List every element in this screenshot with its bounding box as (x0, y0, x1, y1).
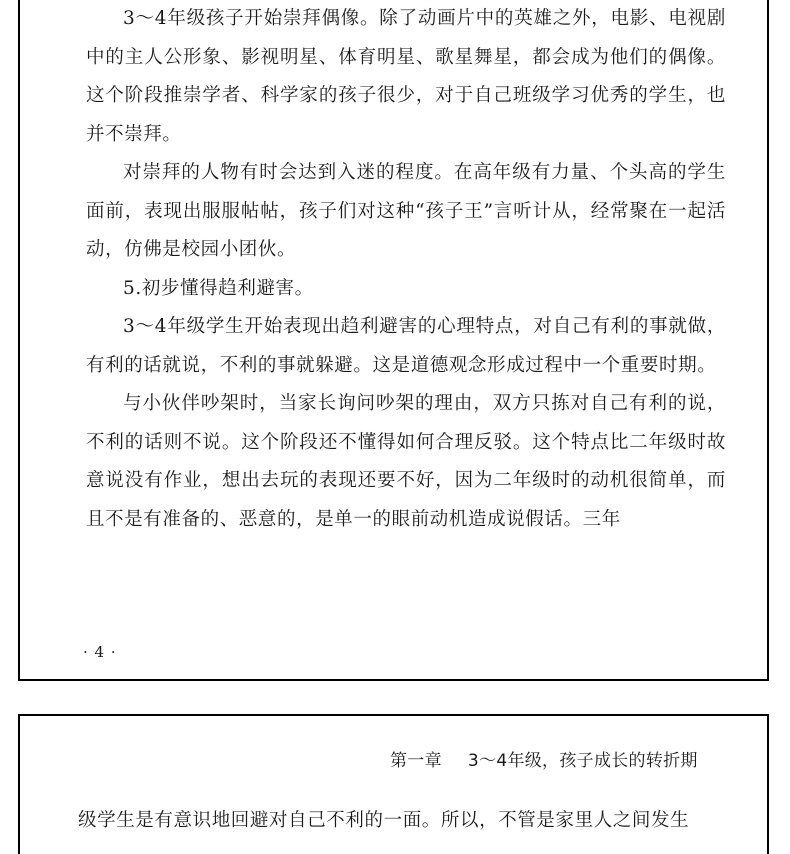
paragraph: 与小伙伴吵架时，当家长询问吵架的理由，双方只拣对自己有利的说，不利的话则不说。这个阶段还不懂得如何合理反驳。这个特点比二年级时故意说没有作业，想出去玩的表现还要不好，因为二年级时的动机很简单，而且不是有准备的、恶意的，是单一的眼前动机造成说假话。三年 (86, 393, 726, 530)
section-heading: 5.初步懂得趋利避害。 (123, 277, 314, 299)
paragraph: 3～4年级孩子开始崇拜偶像。除了动画片中的英雄之外，电影、电视剧中的主人公形象、影视明星、体育明星、歌星舞星，都会成为他们的偶像。这个阶段推崇学者、科学家的孩子很少，对于自己班级学习优秀的学生，也并不崇拜。 (86, 8, 726, 145)
continuation-text: 级学生是有意识地回避对自己不利的一面。所以，不管是家里人之间发生 (78, 810, 690, 831)
running-header (390, 746, 698, 771)
body-text (86, 0, 726, 539)
book-page-4 (18, 0, 769, 681)
paragraph: 3～4年级学生开始表现出趋利避害的心理特点，对自己有利的事就做，有利的话就说，不利的事就躲避。这是道德观念形成过程中一个重要时期。 (86, 316, 726, 376)
paragraph: 对崇拜的人物有时会达到入迷的程度。在高年级有力量、个头高的学生面前，表现出服服帖帖，孩子们对这种“孩子王”言听计从，经常聚在一起活动，仿佛是校园小团伙。 (86, 162, 726, 260)
chapter-label: 第一章 (390, 751, 442, 771)
page-number: · 4 · (83, 643, 117, 661)
book-page-5 (18, 714, 769, 854)
chapter-title: 3～4年级，孩子成长的转折期 (467, 751, 698, 771)
